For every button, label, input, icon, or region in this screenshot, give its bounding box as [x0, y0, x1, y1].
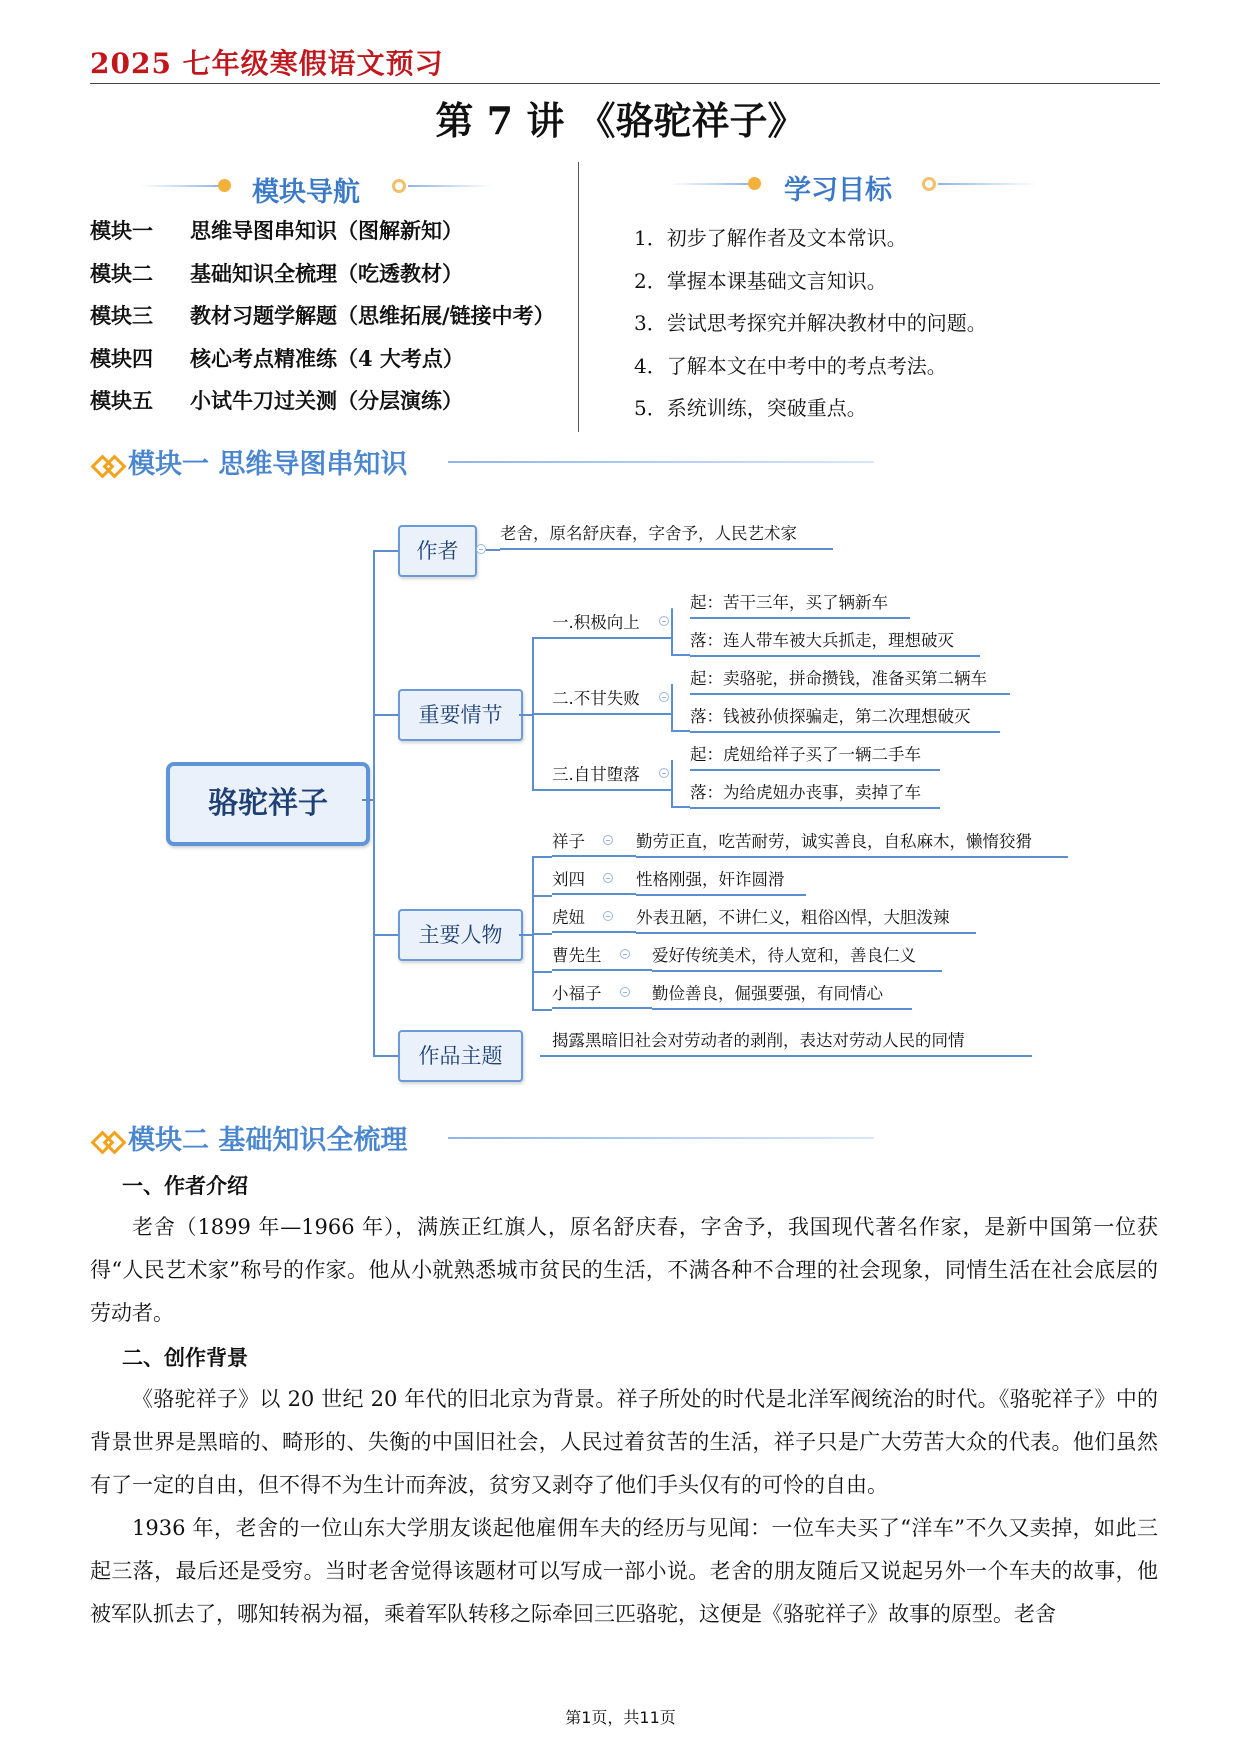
double-diamond-icon: [94, 1131, 124, 1153]
connector: [671, 654, 690, 656]
module2-heading-text: 模块二 基础知识全梳理: [128, 1125, 408, 1156]
collapse-icon[interactable]: [659, 768, 669, 778]
character-desc: 外表丑陋，不讲仁义，粗俗凶悍，大胆泼辣: [636, 904, 976, 934]
connector: [532, 1009, 552, 1011]
connector: [671, 806, 690, 808]
nav-item-1[interactable]: [90, 215, 463, 245]
connector: [486, 549, 500, 551]
nav-item-key: 模块五: [90, 388, 153, 413]
plot-stage-2: 二.不甘失败: [552, 689, 640, 708]
plot-stage-2-rise: 起：卖骆驼，拼命攒钱，准备买第二辆车: [690, 665, 1010, 695]
collapse-icon[interactable]: [659, 616, 669, 626]
module1-heading: [94, 442, 407, 481]
module2-heading: [94, 1118, 407, 1157]
section-title-author: 一、作者介绍: [122, 1173, 248, 1198]
connector: [552, 1007, 652, 1009]
module2-heading-line: [448, 1137, 874, 1139]
goals-heading-dot-left: [748, 177, 761, 190]
nav-item-3[interactable]: [90, 300, 555, 330]
mindmap-branch-author: 作者: [398, 525, 477, 577]
nav-item-text: 思维导图串知识（图解新知）: [190, 218, 463, 243]
paragraph-background-1: 《骆驼祥子》以 20 世纪 20 年代的旧北京为背景。祥子所处的时代是北洋军阀统治的时代。《骆驼祥子》中的背景世界是黑暗的、畸形的、失衡的中国旧社会，人民过着贫苦的生活，祥子只是广大劳苦大众的代表。他们虽然有了一定的自由，但不得不为生计而奔波，贫穷又剥夺了他们手头仅有的可怜的自由。: [90, 1387, 1158, 1497]
goal-item: 2．掌握本课基础文言知识。: [634, 269, 887, 293]
connector: [373, 550, 375, 1055]
connector: [373, 1055, 399, 1057]
collapse-icon[interactable]: [476, 544, 486, 554]
series-title: 2025 七年级寒假语文预习: [90, 47, 444, 80]
nav-heading-dot-left: [218, 179, 231, 192]
character-desc: 勤俭善良，倔强要强，有同情心: [652, 980, 912, 1010]
connector: [532, 933, 552, 935]
connector: [671, 730, 690, 732]
character-name: 祥子: [552, 832, 585, 851]
character-name: 小福子: [552, 984, 602, 1003]
connector: [519, 714, 533, 716]
module1-heading-text: 模块一 思维导图串知识: [128, 449, 408, 480]
goal-item: 5．系统训练，突破重点。: [634, 396, 867, 420]
nav-item-key: 模块二: [90, 261, 153, 286]
collapse-icon[interactable]: [620, 949, 630, 959]
nav-item-key: 模块三: [90, 303, 153, 328]
connector: [671, 760, 673, 807]
goal-item: 1．初步了解作者及文本常识。: [634, 226, 907, 250]
connector: [532, 990, 534, 1010]
nav-heading-line-left: [140, 185, 220, 187]
plot-stage-2-fall: 落：钱被孙侦探骗走，第二次理想破灭: [690, 703, 1000, 733]
plot-stage-3-rise: 起：虎妞给祥子买了一辆二手车: [690, 741, 940, 771]
nav-heading-line-right: [408, 185, 493, 187]
nav-item-key: 模块四: [90, 346, 153, 371]
character-desc: 爱好传统美术，待人宽和，善良仁义: [652, 942, 942, 972]
character-name: 刘四: [552, 870, 585, 889]
collapse-icon[interactable]: [620, 987, 630, 997]
collapse-icon[interactable]: [659, 692, 669, 702]
plot-stage-1-fall: 落：连人带车被大兵抓走，理想破灭: [690, 627, 980, 657]
connector: [532, 789, 672, 791]
connector: [532, 637, 672, 639]
character-name: 曹先生: [552, 946, 602, 965]
collapse-icon[interactable]: [603, 835, 613, 845]
page-number: 第1页，共11页: [565, 1708, 676, 1727]
connector: [671, 684, 673, 731]
nav-heading: 模块导航: [252, 177, 360, 208]
nav-item-key: 模块一: [90, 218, 153, 243]
connector: [552, 893, 636, 895]
module1-heading-line: [448, 461, 874, 463]
nav-heading-dot-right: [392, 179, 406, 193]
mindmap-branch-characters: 主要人物: [398, 909, 523, 961]
connector: [552, 855, 636, 857]
connector: [532, 895, 552, 897]
plot-stage-1: 一.积极向上: [552, 613, 640, 632]
lesson-title: 第 7 讲 《骆驼祥子》: [435, 98, 806, 143]
paragraph-author: 老舍（1899 年—1966 年），满族正红旗人，原名舒庆春，字舍予，我国现代著名作家，是新中国第一位获得“人民艺术家”称号的作家。他从小就熟悉城市贫民的生活，不满各种不合理的社会现象，同情生活在社会底层的劳动者。: [90, 1215, 1158, 1325]
theme-text: 揭露黑暗旧社会对劳动者的剥削，表达对劳动人民的同情: [540, 1027, 1032, 1057]
mindmap-branch-theme: 作品主题: [398, 1030, 523, 1082]
connector: [373, 550, 399, 552]
goals-heading-dot-right: [922, 177, 936, 191]
nav-item-4[interactable]: [90, 343, 464, 373]
nav-item-2[interactable]: [90, 258, 463, 288]
goal-item: 4．了解本文在中考中的考点考法。: [634, 354, 947, 378]
paragraph-background-2: 1936 年，老舍的一位山东大学朋友谈起他雇佣车夫的经历与见闻：一位车夫买了“洋车”不久又卖掉，如此三起三落，最后还是受穷。当时老舍觉得该题材可以写成一部小说。老舍的朋友随后又说起另外一个车夫的故事，他被军队抓去了，哪知转祸为福，乘着军队转移之际牵回三匹骆驼，这便是《骆驼祥子》故事的原型。老舍: [90, 1516, 1158, 1626]
section-title-background: 二、创作背景: [122, 1345, 248, 1370]
plot-stage-3: 三.自甘堕落: [552, 765, 640, 784]
nav-item-text: 小试牛刀过关测（分层演练）: [190, 388, 463, 413]
goal-item: 3．尝试思考探究并解决教材中的问题。: [634, 311, 987, 335]
nav-item-text: 基础知识全梳理（吃透教材）: [190, 261, 463, 286]
goals-heading: 学习目标: [784, 175, 892, 206]
connector: [552, 931, 636, 933]
character-desc: 性格刚强，奸诈圆滑: [636, 866, 806, 896]
nav-item-5[interactable]: [90, 385, 463, 415]
collapse-icon[interactable]: [603, 911, 613, 921]
goals-heading-line-left: [670, 183, 750, 185]
double-diamond-icon: [94, 455, 124, 477]
connector: [532, 856, 552, 858]
header-divider: [90, 83, 1160, 84]
mindmap-root: 骆驼祥子: [166, 762, 370, 846]
collapse-icon[interactable]: [603, 873, 613, 883]
connector: [671, 608, 673, 655]
connector: [373, 934, 399, 936]
nav-item-text: 核心考点精准练（4 大考点）: [190, 346, 464, 371]
connector: [373, 714, 399, 716]
connector: [532, 971, 552, 973]
column-divider: [578, 162, 579, 432]
character-name: 虎妞: [552, 908, 585, 927]
plot-stage-1-rise: 起：苦干三年，买了辆新车: [690, 589, 910, 619]
character-desc: 勤劳正直，吃苦耐劳，诚实善良，自私麻木，懒惰狡猾: [636, 828, 1068, 858]
plot-stage-3-fall: 落：为给虎妞办丧事，卖掉了车: [690, 779, 940, 809]
connector: [519, 934, 533, 936]
connector: [552, 969, 652, 971]
nav-item-text: 教材习题学解题（思维拓展/链接中考）: [190, 303, 555, 328]
author-info: 老舍，原名舒庆春，字舍予，人民艺术家: [500, 520, 833, 550]
goals-heading-line-right: [938, 183, 1038, 185]
mindmap-branch-plot: 重要情节: [398, 689, 523, 741]
connector: [532, 713, 672, 715]
